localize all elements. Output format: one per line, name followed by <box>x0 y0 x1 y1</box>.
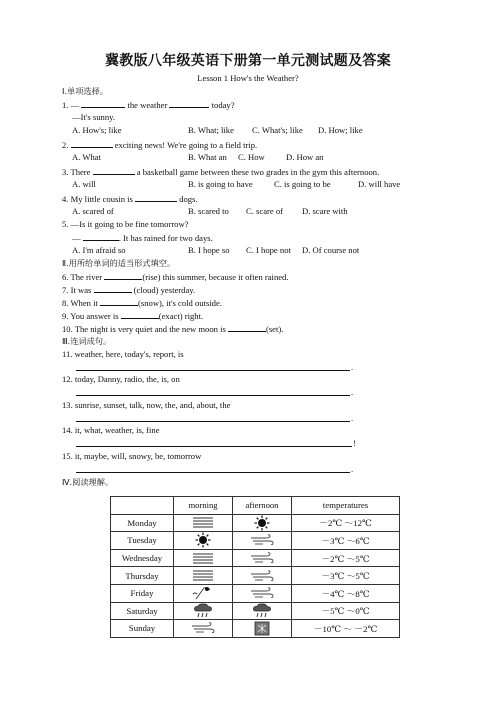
afternoon-cell <box>233 514 292 532</box>
question-5: 5. —Is it going to be fine tomorrow? <box>62 219 189 229</box>
option[interactable]: B. What; like <box>188 125 234 135</box>
fill-question-9: 9. You answer is (exact) right. <box>62 311 204 321</box>
sun-icon <box>254 515 270 531</box>
answer-line[interactable] <box>76 445 352 447</box>
answer-line[interactable] <box>76 369 350 371</box>
sentence-end-mark: . <box>351 387 354 397</box>
question-1: 1. — the weather today? <box>62 100 235 110</box>
answer-line[interactable] <box>76 420 350 422</box>
question-4: 4. My little cousin is dogs. <box>62 194 198 204</box>
fill-question-6: 6. The river (rise) this summer, because it often rained. <box>62 272 289 282</box>
morning-cell <box>174 514 233 532</box>
option[interactable]: A. will <box>72 179 96 189</box>
sentence-end-mark: . <box>351 362 354 372</box>
option[interactable]: A. I'm afraid so <box>72 245 126 255</box>
table-row <box>111 567 400 585</box>
table-header-row <box>111 497 400 515</box>
sentence-end-mark: . <box>351 464 354 474</box>
temperature-cell: －5℃ ～0℃ <box>292 602 400 620</box>
afternoon-cell <box>233 584 292 602</box>
cloud-rain-icon <box>193 603 213 618</box>
fill-question-10: 10. The night is very quiet and the new moon is (set). <box>62 324 284 334</box>
order-question-14: 14. it, what, weather, is, fine <box>62 425 160 435</box>
afternoon-cell <box>233 602 292 620</box>
day-cell: Saturday <box>111 602 174 620</box>
wind-icon <box>250 570 274 582</box>
header-corner <box>111 497 174 515</box>
answer-blank[interactable] <box>83 232 119 241</box>
temperature-cell: －2℃ ～5℃ <box>292 549 400 567</box>
option[interactable]: B. scared to <box>188 206 229 216</box>
day-cell: Friday <box>111 584 174 602</box>
answer-blank[interactable] <box>169 99 209 108</box>
fill-question-8: 8. When it (snow), it's cold outside. <box>62 298 222 308</box>
option[interactable]: A. scared of <box>72 206 114 216</box>
afternoon-cell <box>233 549 292 567</box>
option[interactable]: C. scare of <box>246 206 283 216</box>
option[interactable]: D. will have <box>358 179 401 189</box>
option[interactable]: D. scare with <box>302 206 348 216</box>
table-row <box>111 514 400 532</box>
section-heading-2: Ⅱ.用所给单词的适当形式填空。 <box>62 258 176 268</box>
option[interactable]: C. How <box>238 152 265 162</box>
day-cell: Wednesday <box>111 549 174 567</box>
temperature-cell: －4℃ ～8℃ <box>292 584 400 602</box>
fog-icon <box>192 552 214 565</box>
temperature-cell: －3℃ ～5℃ <box>292 567 400 585</box>
fog-icon <box>192 516 214 529</box>
answer-blank[interactable] <box>94 284 132 293</box>
answer-blank[interactable] <box>81 99 125 108</box>
table-row <box>111 549 400 567</box>
sentence-end-mark: . <box>351 413 354 423</box>
weather-table <box>110 496 400 638</box>
header-afternoon: afternoon <box>233 497 292 515</box>
sentence-end-mark: ! <box>353 438 356 448</box>
wind-icon <box>250 587 274 599</box>
fog-icon <box>192 569 214 582</box>
temperature-cell: －3℃ ～6℃ <box>292 532 400 550</box>
table-row <box>111 602 400 620</box>
option[interactable]: B. is going to have <box>188 179 253 189</box>
section-heading-1: Ⅰ.单项选择。 <box>62 86 108 96</box>
cloud-rain-icon <box>252 603 272 618</box>
table-row <box>111 620 400 638</box>
question-1-reply: —It's sunny. <box>72 112 116 122</box>
answer-line[interactable] <box>76 471 350 473</box>
table-row <box>111 584 400 602</box>
morning-cell <box>174 620 233 638</box>
wind-icon <box>250 552 274 564</box>
afternoon-cell <box>233 567 292 585</box>
order-question-11: 11. weather, here, today's, report, is <box>62 349 184 359</box>
answer-line[interactable] <box>76 394 350 396</box>
day-cell: Sunday <box>111 620 174 638</box>
question-5-reply: — . It has rained for two days. <box>72 233 213 243</box>
section-heading-4: Ⅳ.阅读理解。 <box>62 477 114 487</box>
page-title: 冀教版八年级英语下册第一单元测试题及答案 <box>105 53 391 69</box>
option[interactable]: A. How's; like <box>72 125 122 135</box>
morning-cell <box>174 602 233 620</box>
option[interactable]: D. Of course not <box>302 245 360 255</box>
answer-blank[interactable] <box>135 193 177 202</box>
order-question-12: 12. today, Danny, radio, the, is, on <box>62 374 180 384</box>
temperature-cell: －10℃ ～ －2℃ <box>292 620 400 638</box>
question-2: 2. exciting news! We're going to a field trip. <box>62 140 258 150</box>
temperature-cell: －2℃ ～12℃ <box>292 514 400 532</box>
fill-question-7: 7. It was (cloud) yesterday. <box>62 285 196 295</box>
answer-blank[interactable] <box>71 139 113 148</box>
option[interactable]: C. I hope not <box>246 245 291 255</box>
afternoon-cell <box>233 620 292 638</box>
option[interactable]: B. What an <box>188 152 227 162</box>
lesson-subtitle: Lesson 1 How's the Weather? <box>197 73 299 83</box>
order-question-13: 13. sunrise, sunset, talk, now, the, and, about, the <box>62 400 231 410</box>
question-3: 3. There a basketball game between these two grades in the gym this afternoon. <box>62 167 380 177</box>
option[interactable]: C. is going to be <box>274 179 331 189</box>
table-row <box>111 532 400 550</box>
header-morning: morning <box>174 497 233 515</box>
wind-icon <box>250 534 274 546</box>
wind-flag-icon <box>192 586 214 600</box>
option[interactable]: D. How an <box>286 152 324 162</box>
option[interactable]: B. I hope so <box>188 245 230 255</box>
wind-icon <box>191 622 215 634</box>
section-heading-3: Ⅲ.连词成句。 <box>62 336 112 346</box>
day-cell: Tuesday <box>111 532 174 550</box>
option[interactable]: D. How; like <box>318 125 363 135</box>
answer-blank[interactable] <box>104 271 142 280</box>
day-cell: Monday <box>111 514 174 532</box>
answer-blank[interactable] <box>93 166 135 175</box>
day-cell: Thursday <box>111 567 174 585</box>
afternoon-cell <box>233 532 292 550</box>
sun-icon <box>195 532 211 548</box>
order-question-15: 15. it, maybe, will, snowy, be, tomorrow <box>62 451 202 461</box>
answer-blank[interactable] <box>100 297 138 306</box>
morning-cell <box>174 567 233 585</box>
option[interactable]: A. What <box>72 152 101 162</box>
morning-cell <box>174 532 233 550</box>
morning-cell <box>174 549 233 567</box>
snow-icon <box>254 621 270 636</box>
answer-blank[interactable] <box>228 323 266 332</box>
header-temperatures: temperatures <box>292 497 400 515</box>
option[interactable]: C. What's; like <box>252 125 303 135</box>
answer-blank[interactable] <box>121 310 159 319</box>
morning-cell <box>174 584 233 602</box>
